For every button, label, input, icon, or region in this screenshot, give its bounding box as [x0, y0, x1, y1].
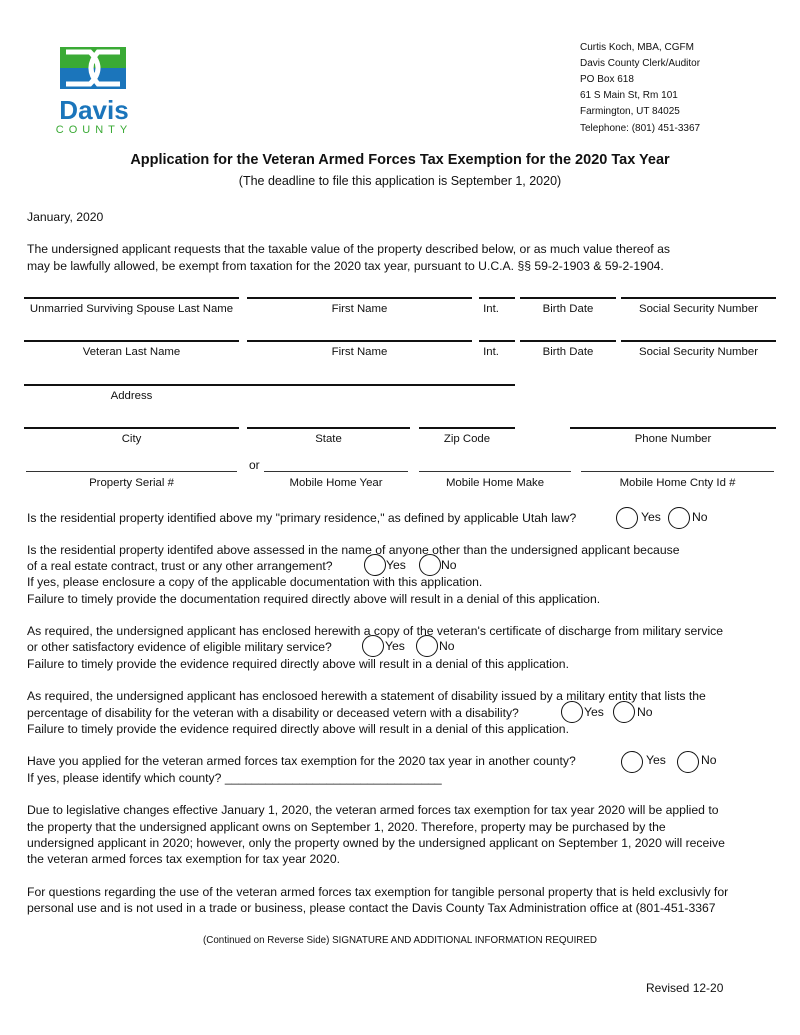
label-city: City: [121, 433, 142, 445]
q2-no-radio[interactable]: [419, 554, 441, 576]
q1-yes-radio[interactable]: [616, 507, 638, 529]
veteran-last-name-field[interactable]: [24, 340, 239, 342]
q4-yes-label: Yes: [584, 705, 604, 719]
property-serial-field[interactable]: [26, 471, 237, 472]
label-spouse-first-name: First Name: [331, 303, 388, 315]
veteran-ssn-field[interactable]: [621, 340, 776, 342]
state-field[interactable]: [247, 427, 410, 429]
q3-line-1: As required, the undersigned applicant has enclosed herewith a copy of the veteran's certificate of discharge from military service: [27, 624, 724, 638]
label-state: State: [315, 433, 342, 445]
q4-yes-radio[interactable]: [561, 701, 583, 723]
notice-line-2: the property that the undersigned applicant owns on September 1, 2020. Therefore, property may be purchased by the: [27, 820, 666, 834]
zip-code-field[interactable]: [419, 427, 515, 429]
q4-line-1: As required, the undersigned applicant has enclosoed herewith a statement of disability issued by a military entity that lists the: [27, 689, 706, 703]
q5-no-radio[interactable]: [677, 751, 699, 773]
mobile-home-year-field[interactable]: [264, 471, 408, 472]
label-veteran-ssn: Social Security Number: [638, 346, 758, 358]
address-field[interactable]: [24, 384, 515, 386]
veteran-first-name-field[interactable]: [247, 340, 472, 342]
office-city: Farmington, UT 84025: [580, 106, 680, 117]
q2-yes-label: Yes: [386, 558, 406, 572]
q4-line-3: Failure to timely provide the evidence required directly above will result in a denial of this application.: [27, 722, 569, 736]
notice-line-3: undersigned applicant in 2020; however, only the property owned by the undersigned applicant on September 1, 2020 will receive: [27, 836, 725, 850]
q5-yes-radio[interactable]: [621, 751, 643, 773]
spouse-last-name-field[interactable]: [24, 297, 239, 299]
label-mobile-home-year: Mobile Home Year: [289, 477, 383, 489]
logo-subtitle: COUNTY: [55, 124, 133, 136]
q3-no-radio[interactable]: [416, 635, 438, 657]
q2-line-1: Is the residential property identifed above assessed in the name of anyone other than the undersigned applicant because: [27, 543, 680, 557]
q2-no-label: No: [441, 558, 457, 572]
label-spouse-birth-date: Birth Date: [542, 303, 594, 315]
revision-label: Revised 12-20: [646, 981, 724, 995]
question-primary-residence: Is the residential property identified above my "primary residence," as defined by applicable Utah law?: [27, 511, 577, 525]
davis-county-logo: [44, 44, 144, 138]
intro-line-1: The undersigned applicant requests that the taxable value of the property described below, or as much value thereof as: [27, 242, 670, 256]
q4-no-radio[interactable]: [613, 701, 635, 723]
city-field[interactable]: [24, 427, 239, 429]
office-street: 61 S Main St, Rm 101: [580, 90, 678, 101]
deadline-subtitle: (The deadline to file this application is September 1, 2020): [238, 174, 562, 188]
notice-line-1: Due to legislative changes effective January 1, 2020, the veteran armed forces tax exemption for tax year 2020 will be applied to: [27, 803, 719, 817]
q4-line-2: percentage of disability for the veteran with a disability or deceased vetern with a disability?: [27, 706, 519, 720]
label-spouse-ssn: Social Security Number: [638, 303, 758, 315]
office-title: Davis County Clerk/Auditor: [580, 58, 701, 69]
label-veteran-first-name: First Name: [331, 346, 388, 358]
veteran-birth-date-field[interactable]: [520, 340, 616, 342]
page-title: Application for the Veteran Armed Forces Tax Exemption for the 2020 Tax Year: [130, 152, 670, 168]
q3-no-label: No: [439, 639, 455, 653]
date-line: January, 2020: [27, 210, 104, 224]
or-separator: or: [249, 458, 260, 472]
label-spouse-initial: Int.: [483, 303, 499, 315]
label-spouse-last-name: Unmarried Surviving Spouse Last Name: [29, 303, 234, 315]
q1-no-radio[interactable]: [668, 507, 690, 529]
label-veteran-initial: Int.: [483, 346, 499, 358]
continued-footer: (Continued on Reverse Side) SIGNATURE AND ADDITIONAL INFORMATION REQUIRED: [203, 935, 597, 946]
q4-no-label: No: [637, 705, 653, 719]
logo-wordmark: Davis: [59, 95, 129, 125]
q3-line-3: Failure to timely provide the evidence required directly above will result in a denial of this application.: [27, 657, 569, 671]
label-veteran-last-name: Veteran Last Name: [82, 346, 181, 358]
office-pobox: PO Box 618: [580, 74, 634, 85]
spouse-initial-field[interactable]: [479, 297, 515, 299]
phone-number-field[interactable]: [570, 427, 776, 429]
contact-line-2: personal use and is not used in a trade or business, please contact the Davis County Tax Administration office at (801-451-3367: [27, 901, 716, 915]
q3-line-2: or other satisfactory evidence of eligible military service?: [27, 640, 332, 654]
label-mobile-home-county-id: Mobile Home Cnty Id #: [619, 477, 736, 489]
intro-line-2: may be lawfully allowed, be exempt from taxation for the 2020 tax year, pursuant to U.C.A. §§ 59-2-1903 & 59-2-1904.: [27, 259, 664, 273]
label-veteran-birth-date: Birth Date: [542, 346, 594, 358]
q2-line-2: of a real estate contract, trust or any other arrangement?: [27, 559, 333, 573]
q2-yes-radio[interactable]: [364, 554, 386, 576]
q1-no-label: No: [692, 510, 708, 524]
label-property-serial: Property Serial #: [89, 477, 174, 489]
label-phone-number: Phone Number: [634, 433, 712, 445]
label-mobile-home-make: Mobile Home Make: [445, 477, 545, 489]
contact-line-1: For questions regarding the use of the veteran armed forces tax exemption for tangible personal property that is held exclusivly for: [27, 885, 729, 899]
q5-line-1: Have you applied for the veteran armed forces tax exemption for the 2020 tax year in another county?: [27, 754, 576, 768]
office-phone: Telephone: (801) 451-3367: [580, 123, 701, 134]
q2-line-3: If yes, please enclosure a copy of the applicable documentation with this application.: [27, 575, 483, 589]
spouse-ssn-field[interactable]: [621, 297, 776, 299]
notice-line-4: the veteran armed forces tax exemption for tax year 2020.: [27, 852, 340, 866]
q1-yes-label: Yes: [641, 510, 661, 524]
veteran-initial-field[interactable]: [479, 340, 515, 342]
label-zip-code: Zip Code: [443, 433, 491, 445]
spouse-birth-date-field[interactable]: [520, 297, 616, 299]
q2-line-4: Failure to timely provide the documentation required directly above will result in a denial of this application.: [27, 592, 601, 606]
mobile-home-make-field[interactable]: [419, 471, 571, 472]
mobile-home-county-id-field[interactable]: [581, 471, 774, 472]
q5-line-2: If yes, please identify which county? ________________________________: [27, 771, 442, 785]
q5-no-label: No: [701, 753, 717, 767]
q3-yes-label: Yes: [385, 639, 405, 653]
label-address: Address: [110, 390, 153, 402]
q5-yes-label: Yes: [646, 753, 666, 767]
q3-yes-radio[interactable]: [362, 635, 384, 657]
spouse-first-name-field[interactable]: [247, 297, 472, 299]
office-name: Curtis Koch, MBA, CGFM: [580, 42, 694, 53]
